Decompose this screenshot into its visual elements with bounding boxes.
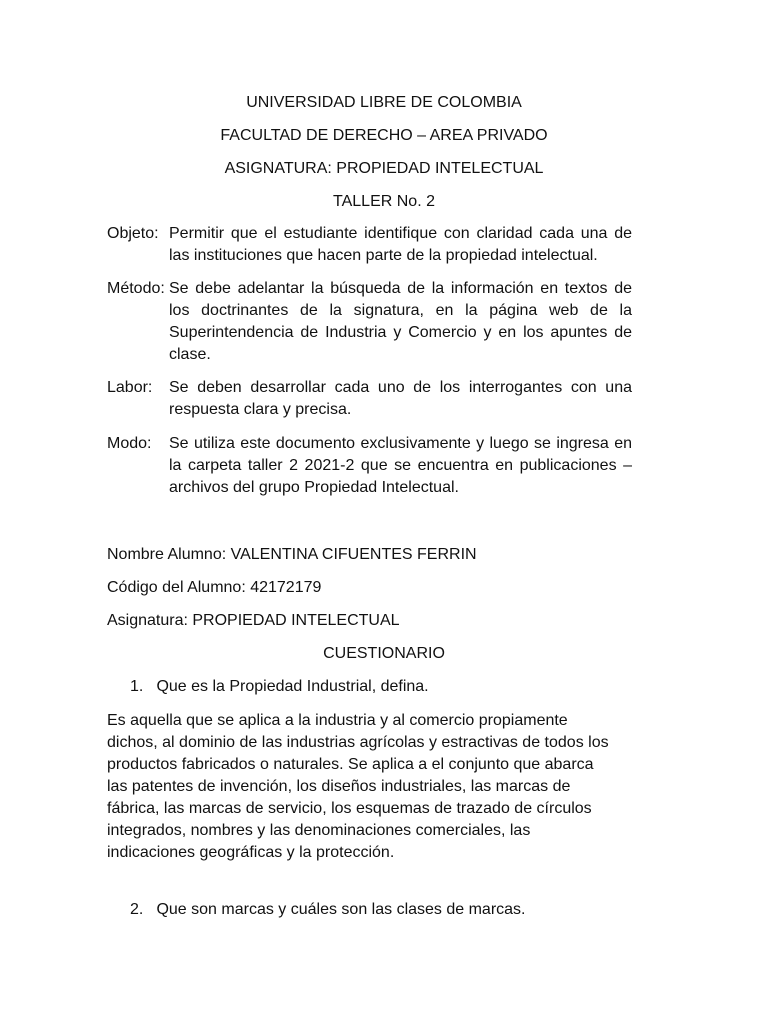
modo-text: Se utiliza este documento exclusivamente y luego se ingresa en la carpeta taller 2 2021-2 que se encuentra en publicaciones – archivos del grupo Propiedad Intelectual. [169, 435, 632, 496]
subject-title: ASIGNATURA: PROPIEDAD INTELECTUAL [224, 160, 544, 177]
university-title: UNIVERSIDAD LIBRE DE COLOMBIA [246, 94, 522, 111]
question-1-text: Que es la Propiedad Industrial, defina. [156, 678, 429, 695]
question-2-number: 2. [130, 901, 144, 918]
answer-1-line: integrados, nombres y las denominaciones comerciales, las [107, 822, 531, 839]
workshop-title: TALLER No. 2 [333, 193, 435, 210]
labor-text: Se deben desarrollar cada uno de los interrogantes con una respuesta clara y precisa. [169, 379, 632, 418]
answer-1-line: Es aquella que se aplica a la industria y al comercio propiamente [107, 712, 568, 729]
answer-1 [107, 710, 632, 864]
questionnaire-title: CUESTIONARIO [323, 645, 445, 662]
labor-section [107, 377, 632, 421]
answer-1-line: fábrica, las marcas de servicio, los esquemas de trazado de círculos [107, 800, 592, 817]
question-1-number: 1. [130, 678, 144, 695]
answer-1-line: indicaciones geográficas y la protección. [107, 844, 395, 861]
metodo-text: Se debe adelantar la búsqueda de la información en textos de los doctrinantes de la signatura, en la página web de la Superintendencia de Industria y Comercio y en los apuntes de clase. [169, 280, 632, 363]
labor-label: Labor: [107, 379, 153, 396]
student-subject: Asignatura: PROPIEDAD INTELECTUAL [107, 612, 400, 629]
answer-1-line: dichos, al dominio de las industrias agrícolas y estractivas de todos los [107, 734, 609, 751]
question-2-text: Que son marcas y cuáles son las clases de marcas. [156, 901, 526, 918]
faculty-title: FACULTAD DE DERECHO – AREA PRIVADO [220, 127, 548, 144]
objeto-section [107, 223, 632, 267]
modo-label: Modo: [107, 435, 152, 452]
student-code: Código del Alumno: 42172179 [107, 579, 322, 596]
modo-section [107, 433, 632, 499]
student-name: Nombre Alumno: VALENTINA CIFUENTES FERRIN [107, 546, 477, 563]
objeto-label: Objeto: [107, 225, 159, 242]
objeto-text: Permitir que el estudiante identifique con claridad cada una de las instituciones que hacen parte de la propiedad intelectual. [169, 225, 632, 264]
answer-1-line: productos fabricados o naturales. Se aplica a el conjunto que abarca [107, 756, 594, 773]
metodo-label: Método: [107, 280, 165, 297]
metodo-section [107, 278, 632, 366]
answer-1-line: las patentes de invención, los diseños industriales, las marcas de [107, 778, 571, 795]
question-2 [130, 899, 526, 921]
question-1 [130, 676, 429, 698]
